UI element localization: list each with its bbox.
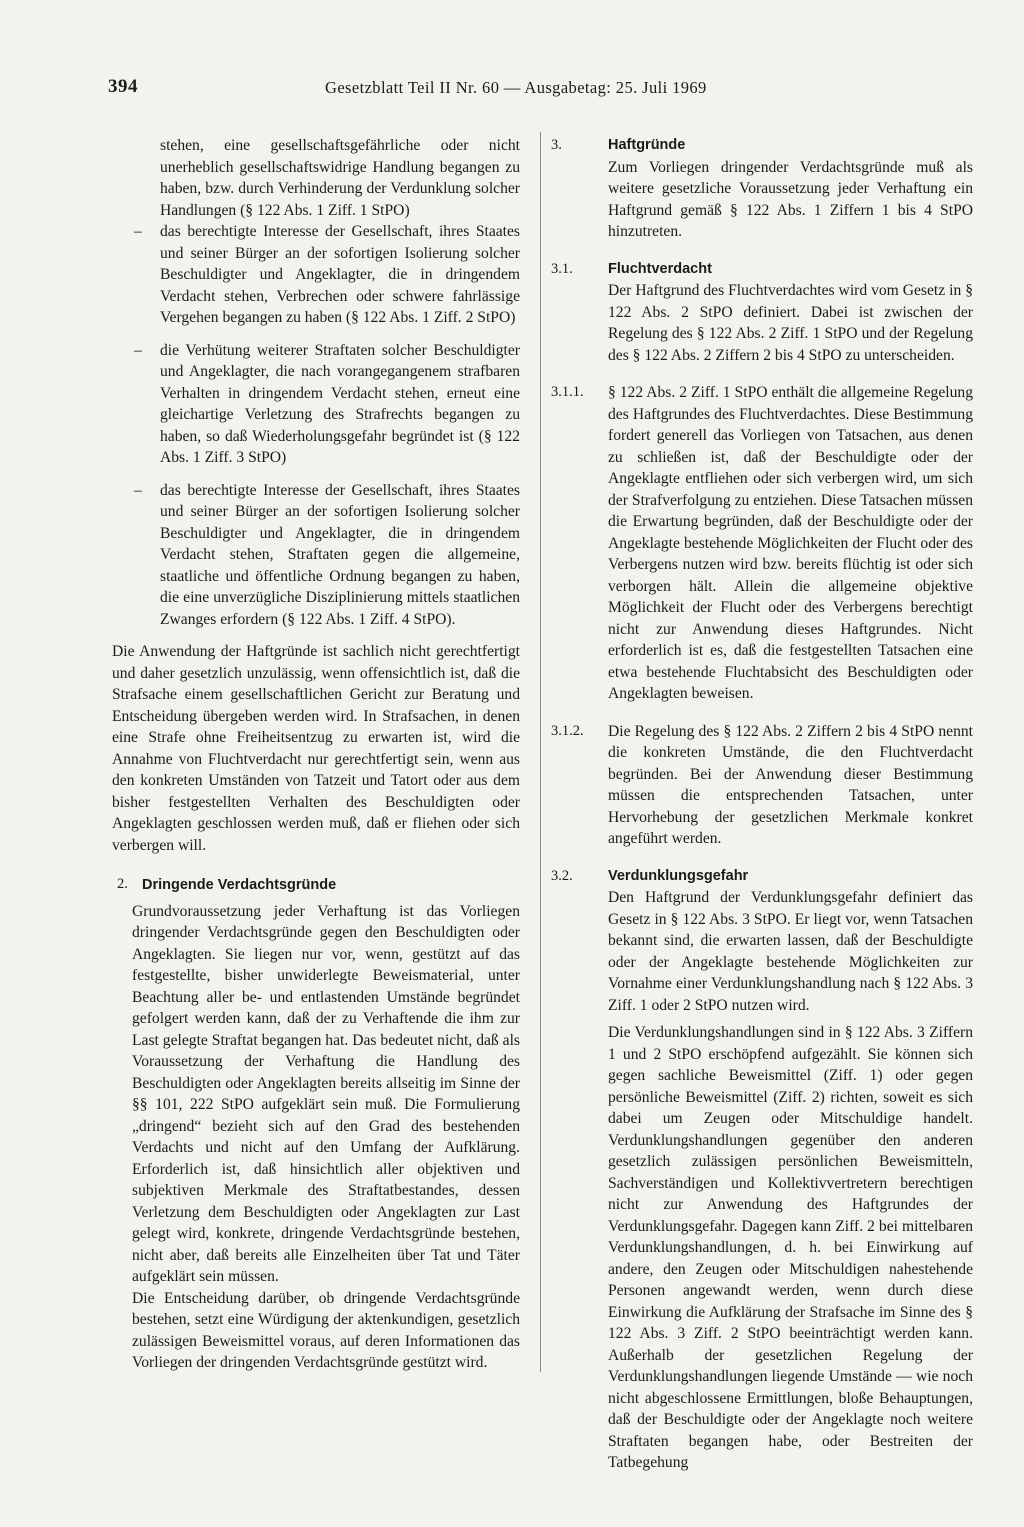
list-item: [112, 221, 520, 329]
dash-bullet: –: [134, 481, 142, 499]
section-text: Der Haftgrund des Fluchtverdachtes wird vom Gesetz in § 122 Abs. 2 StPO definiert. Dabei ist zwischen der Regelung des § 122 Abs. 2 Ziff. 1 StPO und der Regelung des § 122 Abs. 2 Ziffern 2 bis 4 StPO zu unterscheiden.: [608, 282, 973, 364]
list-item-text: das berechtigte Interesse der Gesellschaft, ihres Staates und seiner Bürger an der sofortigen Isolierung solcher Beschuldigter und Angeklagter, die in dringendem Verdacht stehen, Straftaten gegen die allgemeine, staatliche und öffentliche Ordnung begangen zu haben, die eine unverzügliche Disziplinierung mittels staatlichen Zwanges erfordern (§ 122 Abs. 1 Ziff. 4 StPO).: [160, 481, 520, 628]
section-heading: Haftgründe: [608, 137, 686, 153]
dash-bullet: –: [134, 223, 142, 240]
section-text: Zum Vorliegen dringender Verdachtsgründe muß als weitere gesetzliche Voraussetzung jeder Verhaftung ein Haftgrund gemäß § 122 Abs. 1 Ziffern 1 bis 4 StPO hinzutreten.: [608, 158, 973, 240]
section-text: Grundvoraussetzung jeder Verhaftung ist das Vorliegen dringender Verdachtsgründe gegen den Beschuldigten oder Angeklagten. Sie liegen nur vor, wenn, gestützt auf das festgestellte, bisher unwiderlegte Beweismaterial, unter Beachtung aller be- und entlastenden Umstände begründet gefolgert werden kann, daß der zu Verhaftende die ihm zur Last gelegte Straftat begangen hat. Das bedeutet nicht, daß als Voraussetzung der Verhaftung die Handlung des Beschuldigten oder Angeklagten bereits allseitig im Sinne der §§ 101, 222 StPO aufgeklärt sein muß. Die Formulierung „dringend“ bezieht sich auf den Grad des bestehenden Verdachts und nicht auf den Umfang der Aufklärung. Erforderlich ist, daß hinsichtlich aller objektiven und subjektiven Merkmale des Straftatbestandes, dessen Verletzung dem Beschuldigten oder Angeklagten zur Last gelegt wird, konkrete, dringende Verdachtsgründe bestehen, nicht aber, daß bereits alle Einzelheiten über Tat und Täter aufgeklärt sein müssen.: [132, 902, 520, 1285]
section-3-1-2: [551, 721, 973, 850]
running-title: Gesetzblatt Teil II Nr. 60 — Ausgabetag: 25. Juli 1969: [325, 78, 707, 97]
section-3-1: [551, 259, 973, 367]
page-number: 394: [108, 76, 138, 97]
list-item: [112, 480, 520, 631]
section-2: [112, 874, 520, 1374]
section-text: Die Entscheidung darüber, ob dringende Verdachtsgründe bestehen, setzt eine Würdigung der aktenkundigen, gesetzlich zulässigen Beweismittel voraus, auf deren Informationen das Vorliegen der dringenden Verdachtsgründe gestützt wird.: [132, 1289, 520, 1371]
section-number: 3.1.1.: [551, 384, 584, 400]
section-text: Die Regelung des § 122 Abs. 2 Ziffern 2 bis 4 StPO nennt die konkreten Umstände, die den Fluchtverdacht begründen. Bei der Anwendung dieser Bestimmung müssen die entsprechenden Tatsachen, unter Hervorhebung der gesetzlichen Merkmale konkret angeführt werden.: [608, 722, 973, 847]
paragraph: Die Anwendung der Haftgründe ist sachlich nicht gerechtfertigt und daher gesetzlich unzulässig, wenn offensichtlich ist, daß die Strafsache einem gesellschaftlichen Gericht zur Beratung und Entscheidung übergeben werden wird. In Strafsachen, in denen eine Strafe ohne Freiheitsentzug zu erwarten ist, wird die Annahme von Fluchtverdacht nur gerechtfertigt sein, wenn aus den konkreten Umständen von Tatzeit und Tatort oder aus dem bisher festgestellten Verhalten des Beschuldigten oder Angeklagten geschlossen werden muß, daß er fliehen oder sich verbergen will.: [112, 643, 520, 854]
section-number: 3.1.2.: [551, 722, 584, 739]
section-number: 3.: [551, 137, 562, 153]
section-text: § 122 Abs. 2 Ziff. 1 StPO enthält die allgemeine Regelung des Haftgrundes des Fluchtverdachtes. Diese Bestimmung fordert generell das Vorliegen von Tatsachen, aus denen zu schließen ist, daß der Beschuldigte oder der Angeklagte entfliehen oder sich verbergen wird, um sich der Strafverfolgung zu entziehen. Diese Tatsachen müssen die Erwartung begründen, daß der Beschuldigte oder der Angeklagte bestehende Möglichkeiten der Flucht oder des Verbergens nutzen wird bzw. bereits flüchtig ist oder sich verborgen hält. Allein die allgemeine objektive Möglichkeit der Flucht oder des Verbergens berechtigt nicht zur Anwendung dieses Haftgrundes. Nicht erforderlich ist es, daß die festgestellten Tatsachen eine etwa bestehende Fluchtabsicht des Beschuldigten oder Angeklagten beweisen.: [608, 384, 973, 702]
continued-text: stehen, eine gesellschaftsgefährliche oder nicht unerheblich gesellschaftswidrige Handlung begangen zu haben, bzw. durch Verhinderung der Verdunklung solcher Handlungen (§ 122 Abs. 1 Ziff. 1 StPO): [160, 137, 520, 219]
list-item-text: das berechtigte Interesse der Gesellschaft, ihres Staates und seiner Bürger an der sofortigen Isolierung solcher Beschuldigter und Angeklagter, die in dringendem Verdacht stehen, Verbrechen oder schwere fahrlässige Vergehen begangen zu haben (§ 122 Abs. 1 Ziff. 2 StPO): [160, 223, 520, 326]
left-column: [112, 135, 520, 1390]
dash-bullet: –: [134, 341, 142, 359]
section-heading: Dringende Verdachtsgründe: [142, 877, 337, 893]
section-heading: Fluchtverdacht: [608, 260, 712, 277]
list-item-text: die Verhütung weiterer Straftaten solcher Beschuldigter und Angeklagter, die nach vorangegangenem strafbaren Verhalten in dringendem Verdacht stehen, erneut eine gleichartige Verletzung des Strafrechts begangen zu haben, so daß Wiederholungsgefahr begründet ist (§ 122 Abs. 1 Ziff. 3 StPO): [160, 341, 520, 466]
section-heading: Verdunklungsgefahr: [608, 867, 749, 884]
section-number: 3.2.: [551, 867, 573, 884]
page-header: [108, 76, 978, 106]
right-column: [551, 135, 973, 1490]
section-3: [551, 135, 973, 243]
section-number: 3.1.: [551, 260, 573, 277]
section-text: Die Verdunklungshandlungen sind in § 122 Abs. 3 Ziffern 1 und 2 StPO erschöpfend aufgezählt. Sie können sich gegen sachliche Beweismittel (Ziff. 1) oder gegen persönliche Beweismittel (Ziff. 2) richten, soweit es sich dabei um Zeugen oder Mitschuldige handelt. Verdunklungshandlungen gegenüber den anderen gesetzlich zulässigen persönlichen Beweismitteln, Sachverständigen und Kollektivvertretern berechtigen nicht zur Anwendung des Haftgrundes der Verdunklungsgefahr. Dagegen kann Ziff. 2 bei mittelbaren Verdunklungshandlungen, d. h. bei Einwirkung auf andere, den Zeugen oder Mitschuldigen nahestehende Personen angewandt werden, wenn durch diese Einwirkung die Aufklärung der Strafsache im Sinne des § 122 Abs. 3 Ziff. 2 StPO beeinträchtigt werden kann. Außerhalb der gesetzlichen Regelung der Verdunklungshandlungen liegende Umstände — wie noch nicht abgeschlossene Ermittlungen, bloße Behauptungen, daß der Beschuldigte oder der Angeklagte noch weitere Straftaten begangen habe, oder Bestreiten der Tatbegehung: [608, 1024, 973, 1471]
section-3-1-1: [551, 382, 973, 705]
section-number: 2.: [117, 876, 128, 892]
list-item: [112, 340, 520, 469]
section-text: Den Haftgrund der Verdunklungsgefahr definiert das Gesetz in § 122 Abs. 3 StPO. Er liegt vor, wenn Tatsachen bekannt sind, die erwarten lassen, daß der Beschuldigte oder der Angeklagte bestehende Möglichkeiten zur Vornahme einer Verdunklungshandlung nach § 122 Abs. 3 Ziff. 1 oder 2 StPO nutzen wird.: [608, 889, 973, 1014]
column-divider: [540, 132, 541, 1372]
section-3-2: [551, 866, 973, 1474]
